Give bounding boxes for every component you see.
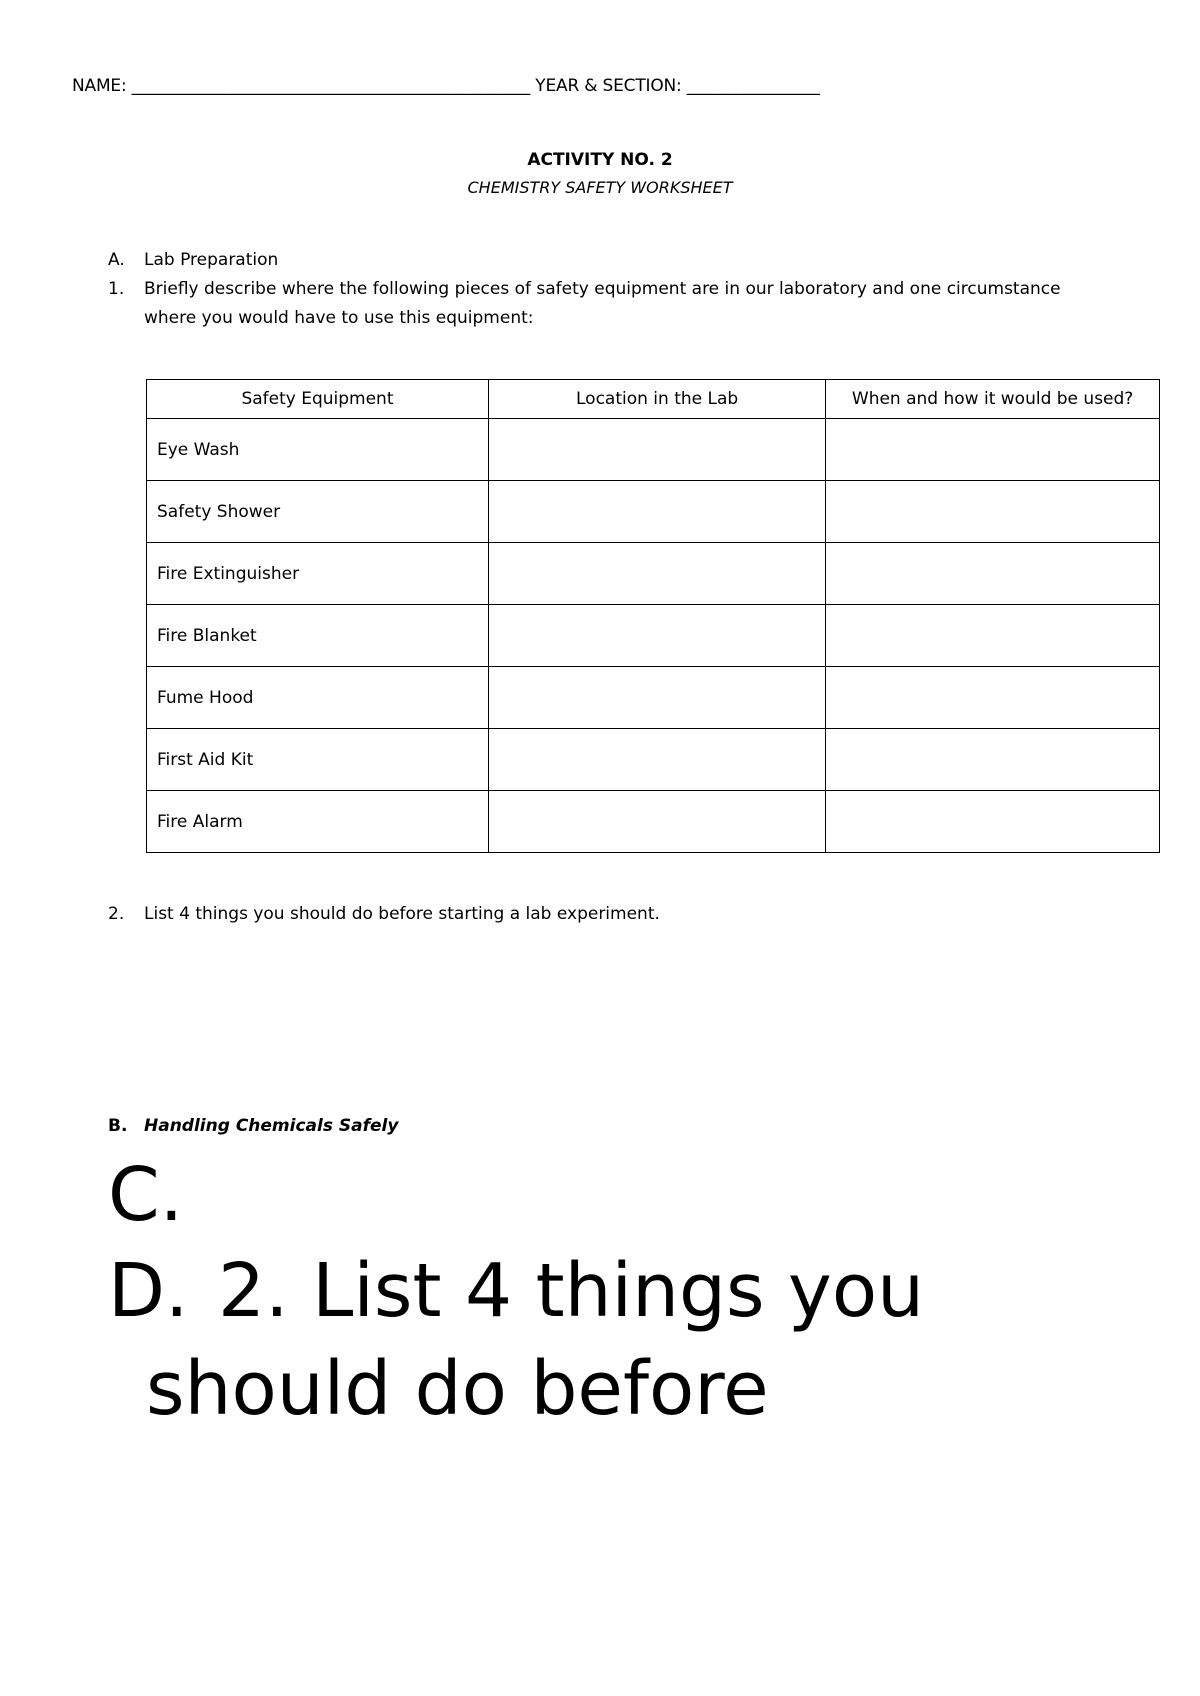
section-a-heading [108,250,278,270]
activity-subtitle: CHEMISTRY SAFETY WORKSHEET [467,178,733,197]
equipment-cell: Fire Blanket [147,605,489,667]
large-d-text-line-2: should do before [146,1346,769,1432]
equipment-cell: Fume Hood [147,667,489,729]
location-cell[interactable] [488,791,825,853]
large-c-line [108,1152,218,1238]
item-2-text: List 4 things you should do before starting a lab experiment. [144,904,660,924]
equipment-cell: Fire Alarm [147,791,489,853]
equipment-cell: Safety Shower [147,481,489,543]
section-b-marker: B. [108,1116,128,1136]
name-section-line: NAME: ________________________________________________ YEAR & SECTION: ________________ [72,76,820,96]
location-cell[interactable] [488,419,825,481]
section-b-label: Handling Chemicals Safely [144,1116,399,1136]
item-1-line-2: where you would have to use this equipment: [144,308,534,328]
item-1 [108,279,1061,299]
usage-cell[interactable] [826,419,1160,481]
location-cell[interactable] [488,729,825,791]
equipment-cell: Fire Extinguisher [147,543,489,605]
large-d-text-line-1: 2. List 4 things you [218,1248,924,1334]
activity-title: ACTIVITY NO. 2 [527,150,673,170]
header-safety-equipment: Safety Equipment [147,380,489,419]
table-row [147,667,1160,729]
item-2-marker: 2. [108,904,125,924]
item-1-marker: 1. [108,279,125,299]
section-a-label: Lab Preparation [144,250,279,270]
item-2 [108,904,660,924]
usage-cell[interactable] [826,605,1160,667]
table-row [147,605,1160,667]
usage-cell[interactable] [826,791,1160,853]
table-row [147,419,1160,481]
usage-cell[interactable] [826,543,1160,605]
large-c-marker: C. [108,1152,184,1238]
large-d-line [108,1248,924,1334]
equipment-cell: First Aid Kit [147,729,489,791]
usage-cell[interactable] [826,667,1160,729]
table-row [147,791,1160,853]
location-cell[interactable] [488,605,825,667]
table-row [147,481,1160,543]
section-a-marker: A. [108,250,125,270]
item-1-line-1: Briefly describe where the following pieces of safety equipment are in our laboratory and one circumstance [144,279,1061,299]
header-location: Location in the Lab [488,380,825,419]
equipment-cell: Eye Wash [147,419,489,481]
header-usage: When and how it would be used? [826,380,1160,419]
safety-equipment-table [146,379,1160,853]
location-cell[interactable] [488,667,825,729]
location-cell[interactable] [488,481,825,543]
table-header-row [147,380,1160,419]
section-b-heading [108,1116,398,1136]
table-row [147,543,1160,605]
large-d-marker: D. [108,1248,189,1334]
table-row [147,729,1160,791]
location-cell[interactable] [488,543,825,605]
usage-cell[interactable] [826,729,1160,791]
usage-cell[interactable] [826,481,1160,543]
